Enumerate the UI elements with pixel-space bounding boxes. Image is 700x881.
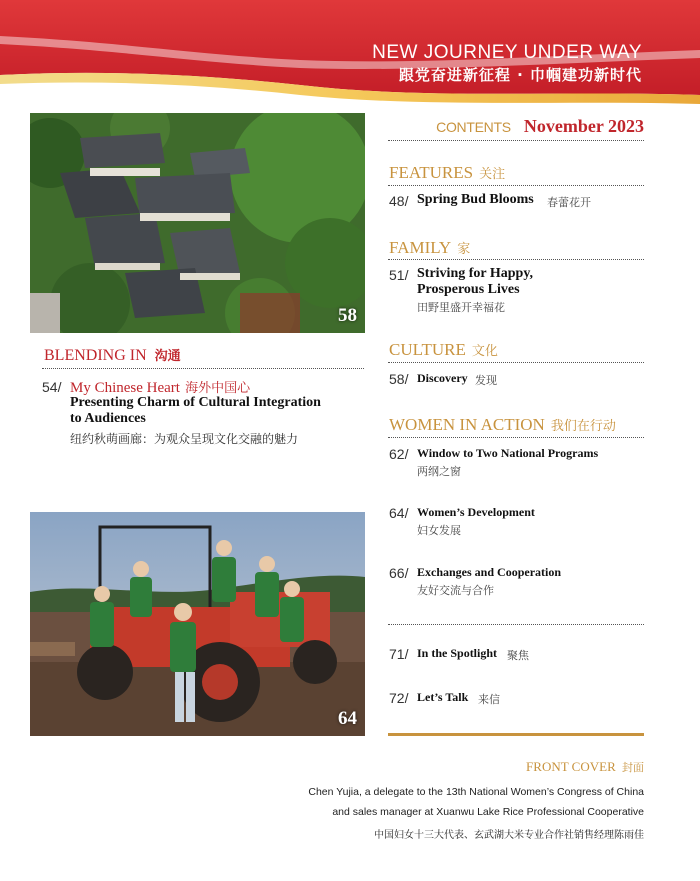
contents-header bbox=[436, 116, 644, 137]
banner-title-en: NEW JOURNEY UNDER WAY bbox=[372, 42, 642, 63]
front-cover-caption-cn: 中国妇女十三大代表、玄武湖大米专业合作社销售经理陈雨佳 bbox=[374, 830, 644, 841]
section-title-features: FEATURES 关注 bbox=[389, 163, 506, 182]
photo-page-number: 58 bbox=[338, 305, 357, 326]
toc-entry-in-the-spotlight[interactable]: 71/ In the Spotlight 聚焦 bbox=[389, 646, 529, 662]
banner-title-cn: 跟党奋进新征程 · 巾帼建功新时代 bbox=[398, 66, 642, 84]
entry-subtitle-cn: 纽约秋萌画廊：为观众呈现文化交融的魅力 bbox=[70, 432, 299, 446]
divider bbox=[388, 185, 644, 186]
toc-entry-discovery[interactable]: 58/ Discovery 发现 bbox=[389, 371, 497, 387]
divider bbox=[42, 368, 364, 369]
section-title-culture: CULTURE 文化 bbox=[389, 340, 498, 359]
section-title-family: FAMILY 家 bbox=[389, 238, 471, 257]
entry-headline: My Chinese Heart bbox=[70, 380, 180, 396]
photo-courtyard-houses bbox=[30, 113, 365, 333]
toc-entry-lets-talk[interactable]: 72/ Let’s Talk 来信 bbox=[389, 690, 500, 706]
divider bbox=[388, 362, 644, 363]
page-number: 54/ bbox=[42, 379, 62, 395]
entry-headline-cn: 海外中国心 bbox=[185, 381, 251, 396]
toc-entry-spring-bud-blooms[interactable]: 48/ Spring Bud Blooms 春蕾花开 bbox=[389, 192, 591, 209]
entry-subtitle: to Audiences bbox=[70, 411, 146, 426]
issue-date: November 2023 bbox=[523, 116, 644, 136]
toc-entry-window-to-two-national-programs[interactable]: 62/ Window to Two National Programs 两纲之窗 bbox=[389, 446, 599, 478]
front-cover-caption-line2: and sales manager at Xuanwu Lake Rice Professional Cooperative bbox=[332, 806, 644, 818]
divider bbox=[388, 624, 644, 625]
section-title-women-in-action: WOMEN IN ACTION 我们在行动 bbox=[389, 415, 616, 434]
gold-rule bbox=[388, 733, 644, 736]
section-title-blending-in: BLENDING IN 沟通 bbox=[44, 347, 181, 364]
toc-entry-striving-for-happy[interactable]: 51/ Striving for Happy, Prosperous Lives 田野里盛开幸福花 bbox=[389, 266, 534, 314]
contents-label: CONTENTS bbox=[436, 119, 511, 135]
toc-entry-womens-development[interactable]: 64/ Women’s Development 妇女发展 bbox=[389, 505, 535, 537]
front-cover-caption-line1: Chen Yujia, a delegate to the 13th National Women’s Congress of China bbox=[308, 786, 644, 798]
divider bbox=[388, 140, 644, 141]
photo-tractor-group bbox=[30, 512, 365, 736]
divider bbox=[388, 437, 644, 438]
entry-subtitle: Presenting Charm of Cultural Integration bbox=[70, 395, 321, 410]
toc-entry-exchanges-and-cooperation[interactable]: 66/ Exchanges and Cooperation 友好交流与合作 bbox=[389, 565, 562, 597]
photo-page-number: 64 bbox=[338, 708, 357, 729]
front-cover-label: FRONT COVER 封面 bbox=[526, 759, 644, 774]
divider bbox=[388, 259, 644, 260]
